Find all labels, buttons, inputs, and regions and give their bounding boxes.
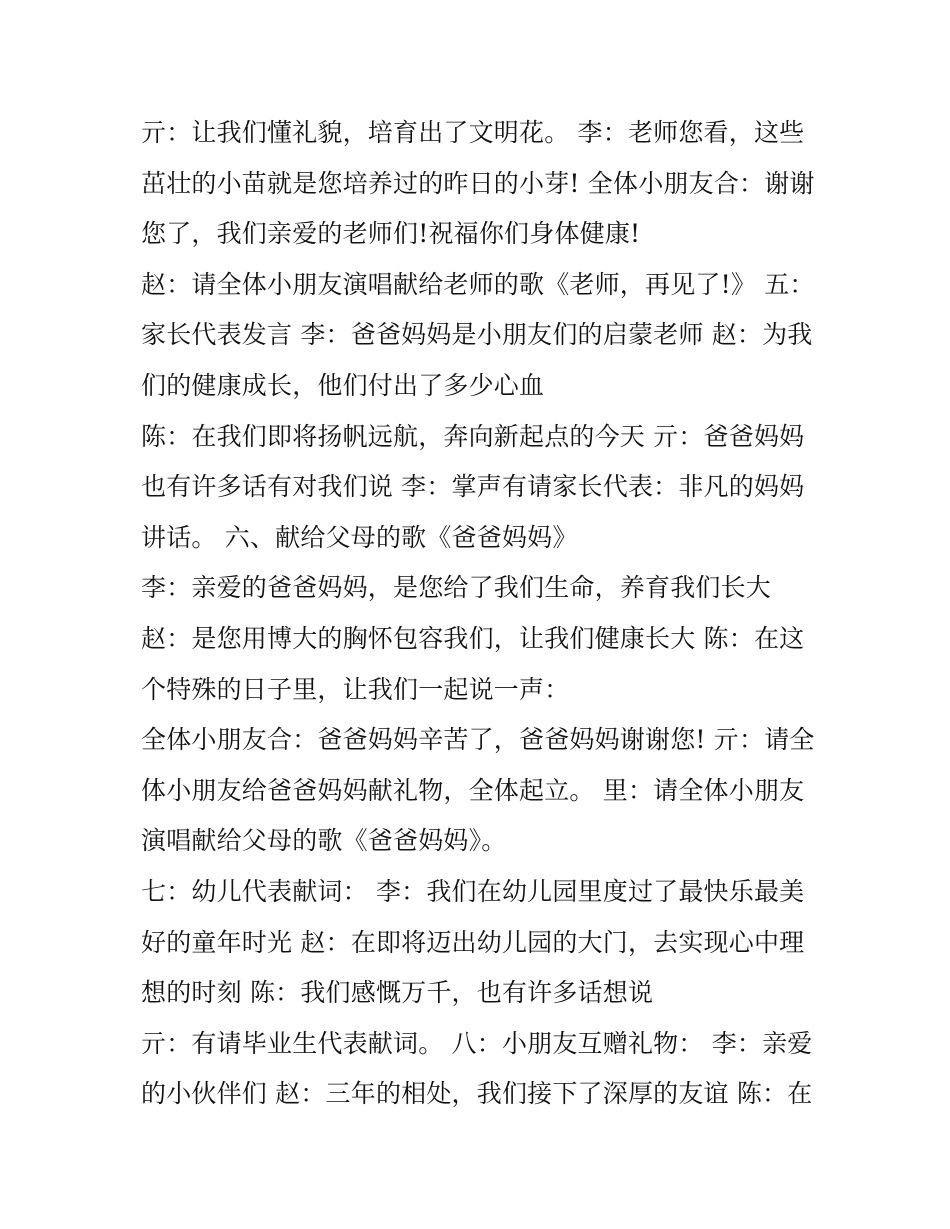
document-body — [141, 108, 815, 1120]
text-line: 演唱献给父母的歌《爸爸妈妈》。 — [141, 826, 507, 856]
text-line: 赵：请全体小朋友演唱献给老师的歌《老师，再见了!》 五： — [141, 269, 815, 299]
text-line: 茁壮的小苗就是您培养过的昨日的小芽! 全体小朋友合：谢谢 — [141, 168, 815, 198]
text-line: 讲话。 六、献给父母的歌《爸爸妈妈》 — [141, 522, 578, 552]
text-line: 亓：有请毕业生代表献词。 八：小朋友互赠礼物： 李：亲爱 — [141, 1028, 813, 1058]
text-line: 体小朋友给爸爸妈妈献礼物，全体起立。 里：请全体小朋友 — [141, 775, 805, 805]
text-line: 个特殊的日子里，让我们一起说一声： — [141, 674, 570, 704]
text-line: 的小伙伴们 赵：三年的相处，我们接下了深厚的友谊 陈：在 — [141, 1079, 813, 1109]
text-line: 们的健康成长，他们付出了多少心血 — [141, 370, 545, 400]
text-line: 想的时刻 陈：我们感慨万千，也有许多话想说 — [141, 978, 654, 1008]
text-line: 也有许多话有对我们说 李：掌声有请家长代表：非凡的妈妈 — [141, 472, 805, 502]
text-line: 您了，我们亲爱的老师们!祝福你们身体健康! — [141, 219, 641, 249]
text-line: 陈：在我们即将扬帆远航，奔向新起点的今天 亓：爸爸妈妈 — [141, 421, 805, 451]
text-line: 赵：是您用博大的胸怀包容我们，让我们健康长大 陈：在这 — [141, 623, 805, 653]
text-line: 家长代表发言 李：爸爸妈妈是小朋友们的启蒙老师 赵：为我 — [141, 320, 813, 350]
text-line: 七：幼儿代表献词： 李：我们在幼儿园里度过了最快乐最美 — [141, 876, 805, 906]
text-line: 好的童年时光 赵：在即将迈出幼儿园的大门，去实现心中理 — [141, 927, 805, 957]
text-line: 李：亲爱的爸爸妈妈，是您给了我们生命，养育我们长大 — [141, 573, 772, 603]
text-line: 亓：让我们懂礼貌，培育出了文明花。 李：老师您看，这些 — [141, 118, 805, 147]
text-line: 全体小朋友合：爸爸妈妈辛苦了，爸爸妈妈谢谢您! 亓：请全 — [141, 725, 815, 755]
